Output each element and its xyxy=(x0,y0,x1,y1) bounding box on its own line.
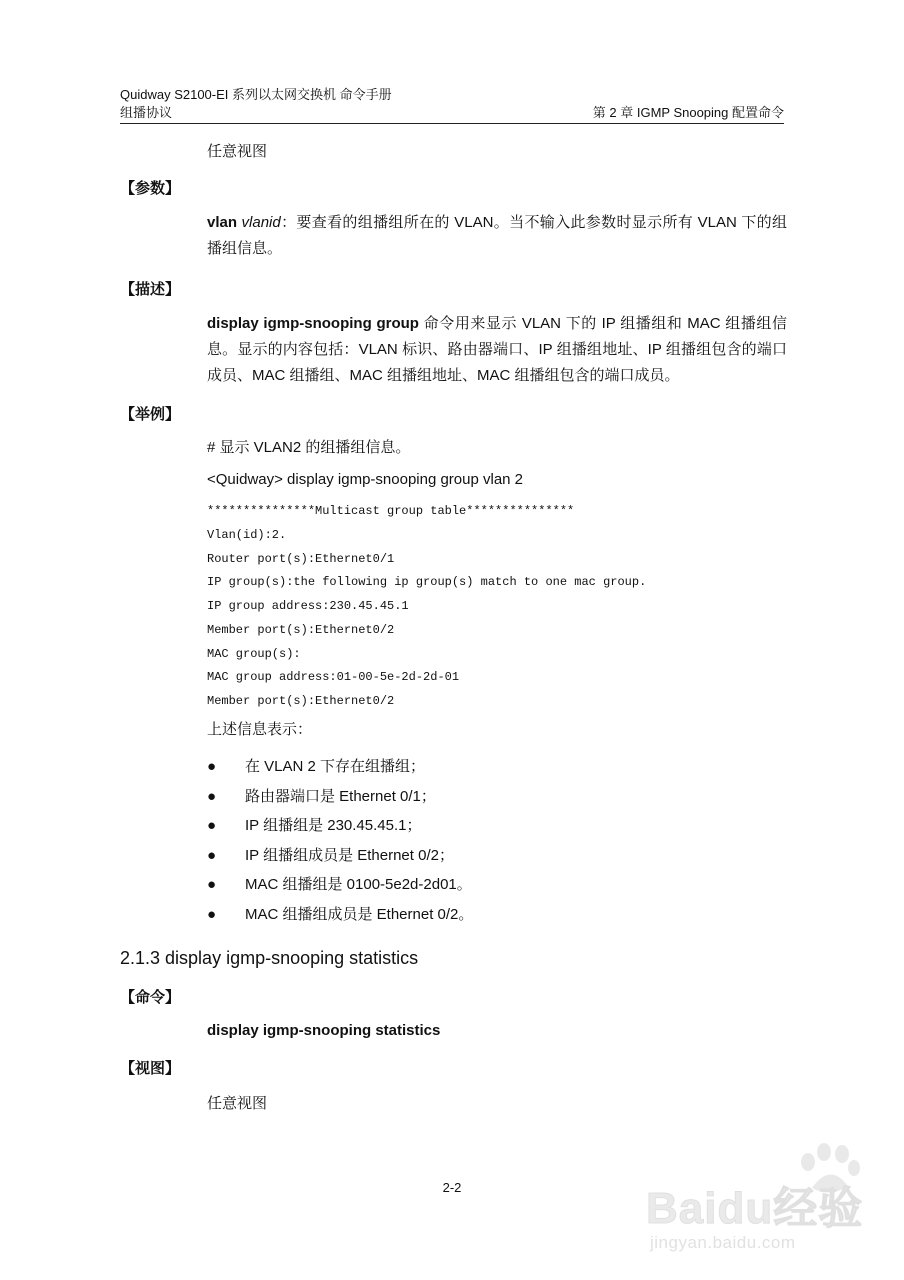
command-text: display igmp-snooping statistics xyxy=(207,1022,441,1039)
bullet-text: 路由器端口是 Ethernet 0/1； xyxy=(245,788,436,805)
bullet-icon: ● xyxy=(207,817,217,834)
example-heading: 【举例】 xyxy=(120,406,181,423)
output-line: MAC group address:01-00-5e-2d-2d-01 xyxy=(207,670,460,684)
header-rule xyxy=(120,123,784,124)
params-heading: 【参数】 xyxy=(120,180,181,197)
header-section: 组播协议 xyxy=(120,105,173,120)
bullet-icon: ● xyxy=(207,876,217,893)
desc-paragraph xyxy=(207,311,787,389)
bullet-icon: ● xyxy=(207,847,217,864)
example-comment: # 显示 VLAN2 的组播组信息。 xyxy=(207,439,411,456)
page-header xyxy=(120,86,784,122)
params-arg: vlanid xyxy=(241,214,281,231)
bullet-text: IP 组播组成员是 Ethernet 0/2； xyxy=(245,847,454,864)
output-line: MAC group(s): xyxy=(207,647,301,661)
header-title: Quidway S2100-EI 系列以太网交换机 命令手册 xyxy=(120,87,392,102)
params-paragraph xyxy=(207,210,787,262)
desc-heading: 【描述】 xyxy=(120,281,181,298)
desc-command: display igmp-snooping group xyxy=(207,315,419,332)
header-chapter: 第 2 章 IGMP Snooping 配置命令 xyxy=(592,105,784,120)
section-title: 2.1.3 display igmp-snooping statistics xyxy=(120,948,419,968)
output-line: Member port(s):Ethernet0/2 xyxy=(207,623,395,637)
page-number: 2-2 xyxy=(442,1180,462,1195)
bullet-icon: ● xyxy=(207,758,217,775)
output-line: IP group address:230.45.45.1 xyxy=(207,599,409,613)
desc-text: 命令用来显示 VLAN 下的 IP 组播组和 MAC 组播组信息。显示的内容包括：VLAN 标识、路由器端口、IP 组播组地址、IP 组播组包含的端口成员、MAC 组播组、MAC 组播组地址、MAC 组播组包含的端口成员。 xyxy=(207,315,787,384)
example-command-line: <Quidway> display igmp-snooping group vlan 2 xyxy=(207,471,524,488)
bullet-text: 在 VLAN 2 下存在组播组； xyxy=(245,758,426,775)
output-line: Member port(s):Ethernet0/2 xyxy=(207,694,395,708)
watermark xyxy=(640,1140,890,1270)
view-heading: 【视图】 xyxy=(120,1060,181,1077)
params-keyword: vlan xyxy=(207,214,238,231)
bullet-text: MAC 组播组成员是 Ethernet 0/2。 xyxy=(245,906,474,923)
explain-text: 上述信息表示： xyxy=(207,721,313,738)
watermark-brand: Baidu经验 xyxy=(646,1184,864,1233)
output-line: Router port(s):Ethernet0/1 xyxy=(207,552,395,566)
command-heading: 【命令】 xyxy=(120,989,181,1006)
bullet-icon: ● xyxy=(207,788,217,805)
output-line: ***************Multicast group table*************** xyxy=(207,504,575,518)
watermark-url: jingyan.baidu.com xyxy=(650,1233,796,1252)
params-text: ：要查看的组播组所在的 VLAN。当不输入此参数时显示所有 VLAN 下的组播组信息。 xyxy=(207,214,788,257)
view-text-top: 任意视图 xyxy=(207,143,268,160)
bullet-text: MAC 组播组是 0100-5e2d-2d01。 xyxy=(245,876,472,893)
view-text: 任意视图 xyxy=(207,1095,268,1112)
bullet-text: IP 组播组是 230.45.45.1； xyxy=(245,817,422,834)
output-line: Vlan(id):2. xyxy=(207,528,287,542)
bullet-icon: ● xyxy=(207,906,217,923)
output-line: IP group(s):the following ip group(s) match to one mac group. xyxy=(207,575,647,589)
